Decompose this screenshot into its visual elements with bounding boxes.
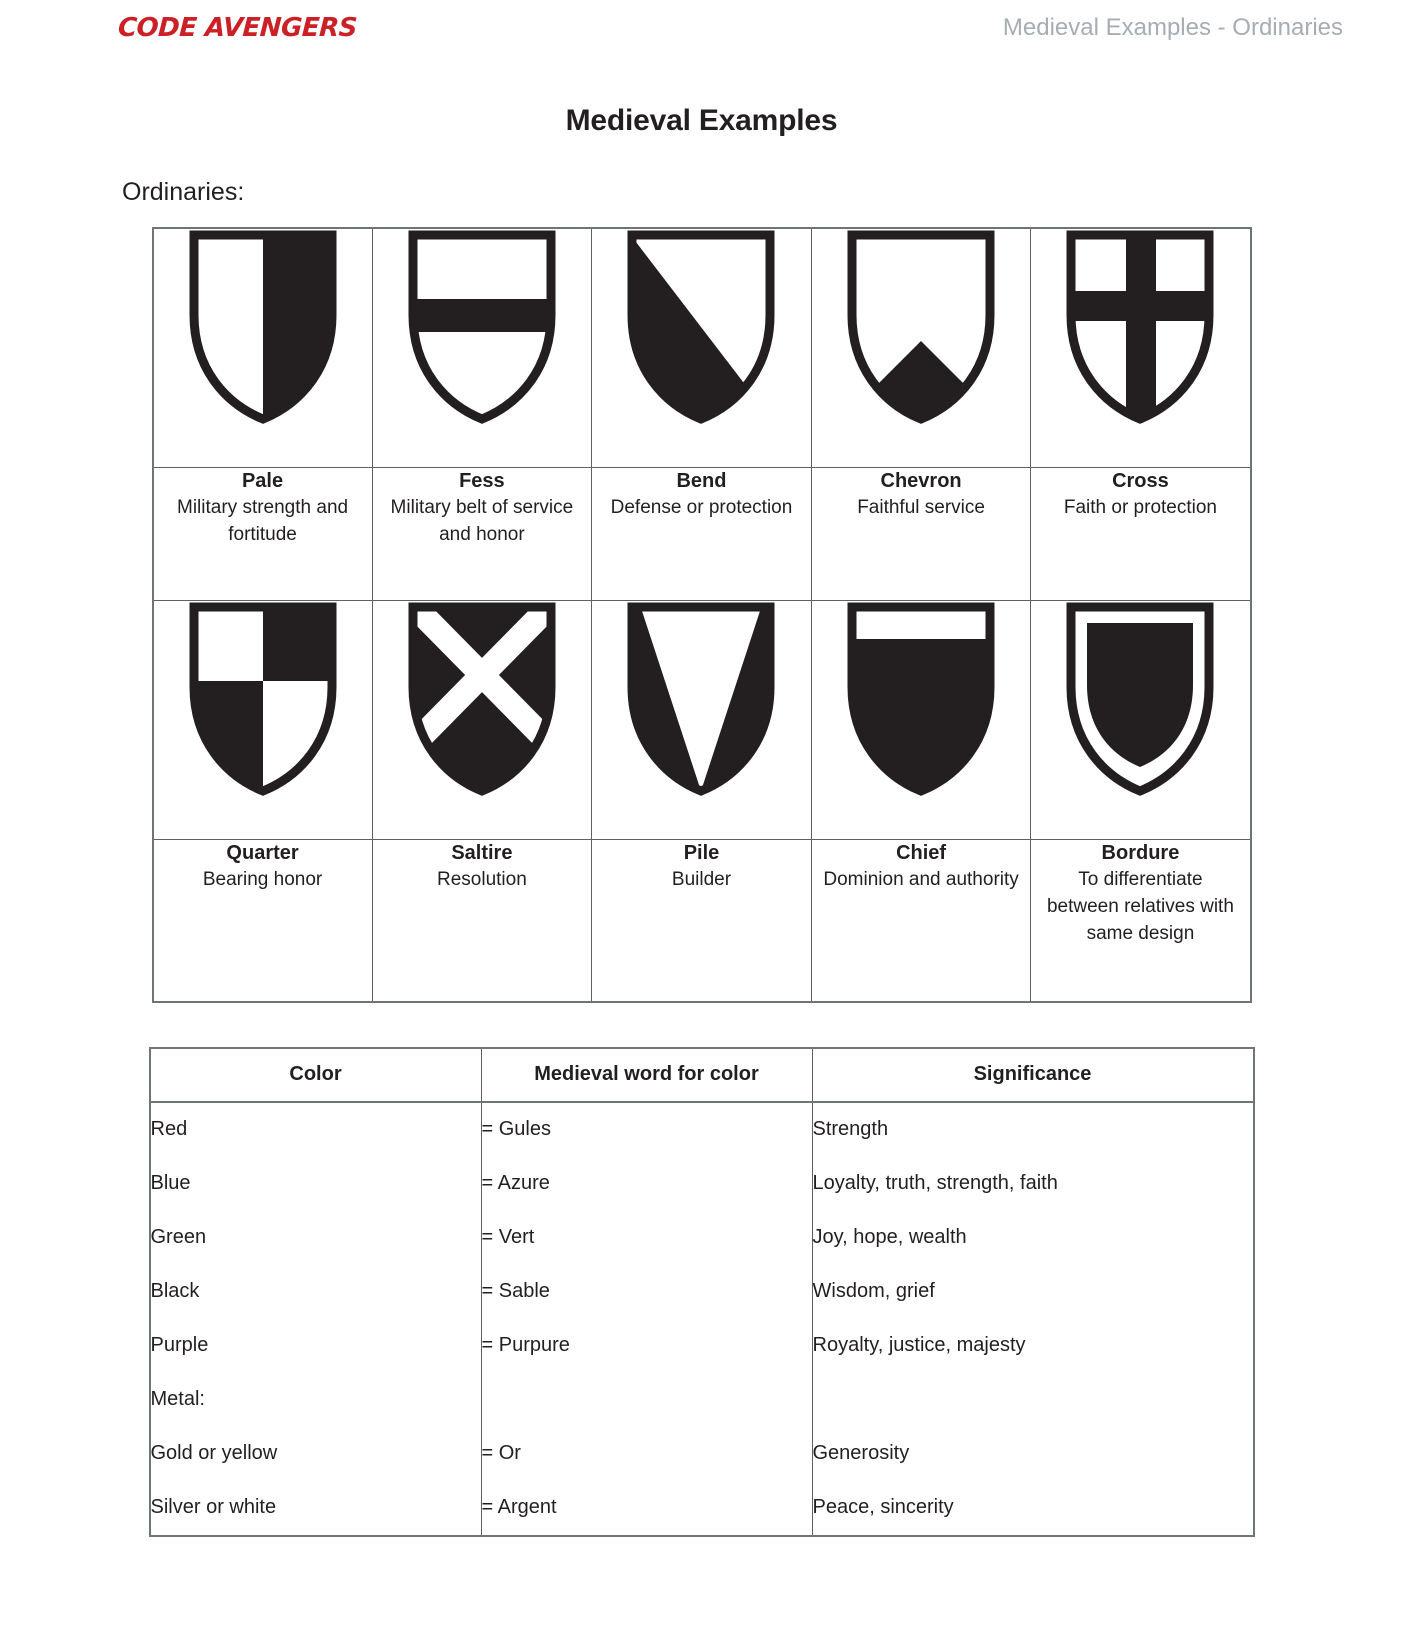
shield-bordure-icon: [1065, 601, 1215, 797]
column-header-color: Color: [150, 1048, 482, 1102]
ordinary-desc: Bearing honor: [202, 869, 323, 890]
table-row: [150, 1157, 1254, 1211]
shield-pile-icon: [626, 601, 776, 797]
ordinary-name: Pale: [241, 470, 284, 492]
cell-significance: Joy, hope, wealth: [812, 1211, 1254, 1265]
section-label-ordinaries: Ordinaries:: [122, 178, 245, 206]
cell-color: Black: [150, 1265, 482, 1319]
ordinary-name: Bend: [676, 470, 727, 492]
shield-cross-icon: [1065, 229, 1215, 425]
cell-color: Metal:: [150, 1373, 482, 1427]
ordinary-name: Bordure: [1101, 842, 1180, 864]
ordinary-label-quarter: [153, 840, 373, 1002]
ordinary-desc: Faithful service: [857, 497, 985, 518]
ordinary-label-saltire: [372, 840, 592, 1002]
shield-cell-fess: [372, 228, 592, 468]
table-row-metal-heading: [150, 1373, 1254, 1427]
ordinary-desc: Resolution: [437, 869, 527, 890]
cell-medieval-word: = Vert: [481, 1211, 812, 1265]
cell-color: Green: [150, 1211, 482, 1265]
shield-chief-icon: [846, 601, 996, 797]
page-title: Medieval Examples: [565, 104, 838, 137]
ordinary-label-cross: [1031, 468, 1251, 601]
shield-cell-pale: [153, 228, 373, 468]
ordinaries-label-row-2: [153, 840, 1251, 1002]
ordinary-name: Fess: [459, 470, 505, 492]
cell-medieval-word: = Argent: [481, 1481, 812, 1536]
ordinary-label-chevron: [811, 468, 1031, 601]
ordinaries-shield-row-1: [153, 228, 1251, 468]
ordinary-desc: Faith or protection: [1063, 497, 1217, 518]
cell-color: Blue: [150, 1157, 482, 1211]
column-header-medieval-word: Medieval word for color: [481, 1048, 812, 1102]
table-row: [150, 1102, 1254, 1157]
ordinary-desc: Military strength and fortitude: [177, 497, 349, 545]
cell-color: Gold or yellow: [150, 1427, 482, 1481]
cell-significance: Loyalty, truth, strength, faith: [812, 1157, 1254, 1211]
cell-medieval-word: = Sable: [481, 1265, 812, 1319]
shield-saltire-icon: [407, 601, 557, 797]
table-row: [150, 1481, 1254, 1536]
ordinary-name: Saltire: [451, 842, 513, 864]
cell-medieval-word: = Gules: [481, 1102, 812, 1157]
cell-significance: Strength: [812, 1102, 1254, 1157]
shield-cell-chief: [811, 601, 1031, 840]
table-header-row: [150, 1048, 1254, 1102]
cell-significance: Peace, sincerity: [812, 1481, 1254, 1536]
cell-significance: [812, 1373, 1254, 1427]
ordinary-name: Chief: [896, 842, 947, 864]
page-header: [0, 0, 1403, 56]
ordinary-label-chief: [811, 840, 1031, 1002]
ordinary-label-fess: [372, 468, 592, 601]
table-row: [150, 1427, 1254, 1481]
cell-color: Purple: [150, 1319, 482, 1373]
cell-medieval-word: = Azure: [481, 1157, 812, 1211]
shield-cell-bordure: [1031, 601, 1251, 840]
shield-pale-icon: [188, 229, 338, 425]
column-header-significance: Significance: [812, 1048, 1254, 1102]
ordinaries-shield-row-2: [153, 601, 1251, 840]
code-avengers-logo: CODE AVENGERS: [117, 13, 358, 43]
cell-color: Silver or white: [150, 1481, 482, 1536]
breadcrumb: Medieval Examples - Ordinaries: [1002, 14, 1343, 41]
ordinary-desc: Builder: [671, 869, 732, 890]
ordinaries-grid: [152, 227, 1252, 1003]
cell-medieval-word: [481, 1373, 812, 1427]
shield-cell-bend: [592, 228, 812, 468]
ordinary-name: Quarter: [226, 842, 299, 864]
cell-significance: Royalty, justice, majesty: [812, 1319, 1254, 1373]
shield-quarter-icon: [188, 601, 338, 797]
ordinaries-label-row-1: [153, 468, 1251, 601]
shield-bend-icon: [626, 229, 776, 425]
ordinary-label-pile: [592, 840, 812, 1002]
ordinary-label-bordure: [1031, 840, 1251, 1002]
ordinary-desc: Military belt of service and honor: [390, 497, 574, 545]
shield-cell-pile: [592, 601, 812, 840]
table-row: [150, 1265, 1254, 1319]
table-row: [150, 1211, 1254, 1265]
cell-significance: Wisdom, grief: [812, 1265, 1254, 1319]
cell-color: Red: [150, 1102, 482, 1157]
ordinary-desc: Dominion and authority: [823, 869, 1019, 890]
shield-fess-icon: [407, 229, 557, 425]
color-significance-table: [149, 1047, 1255, 1537]
shield-cell-chevron: [811, 228, 1031, 468]
ordinary-name: Pile: [683, 842, 720, 864]
ordinary-desc: Defense or protection: [610, 497, 793, 518]
ordinary-name: Cross: [1112, 470, 1169, 492]
ordinary-label-pale: [153, 468, 373, 601]
shield-chevron-icon: [846, 229, 996, 425]
table-row: [150, 1319, 1254, 1373]
shield-cell-cross: [1031, 228, 1251, 468]
ordinary-name: Chevron: [880, 470, 962, 492]
cell-significance: Generosity: [812, 1427, 1254, 1481]
shield-cell-quarter: [153, 601, 373, 840]
shield-cell-saltire: [372, 601, 592, 840]
cell-medieval-word: = Or: [481, 1427, 812, 1481]
cell-medieval-word: = Purpure: [481, 1319, 812, 1373]
ordinary-label-bend: [592, 468, 812, 601]
ordinary-desc: To differentiate between relatives with same design: [1046, 869, 1234, 944]
